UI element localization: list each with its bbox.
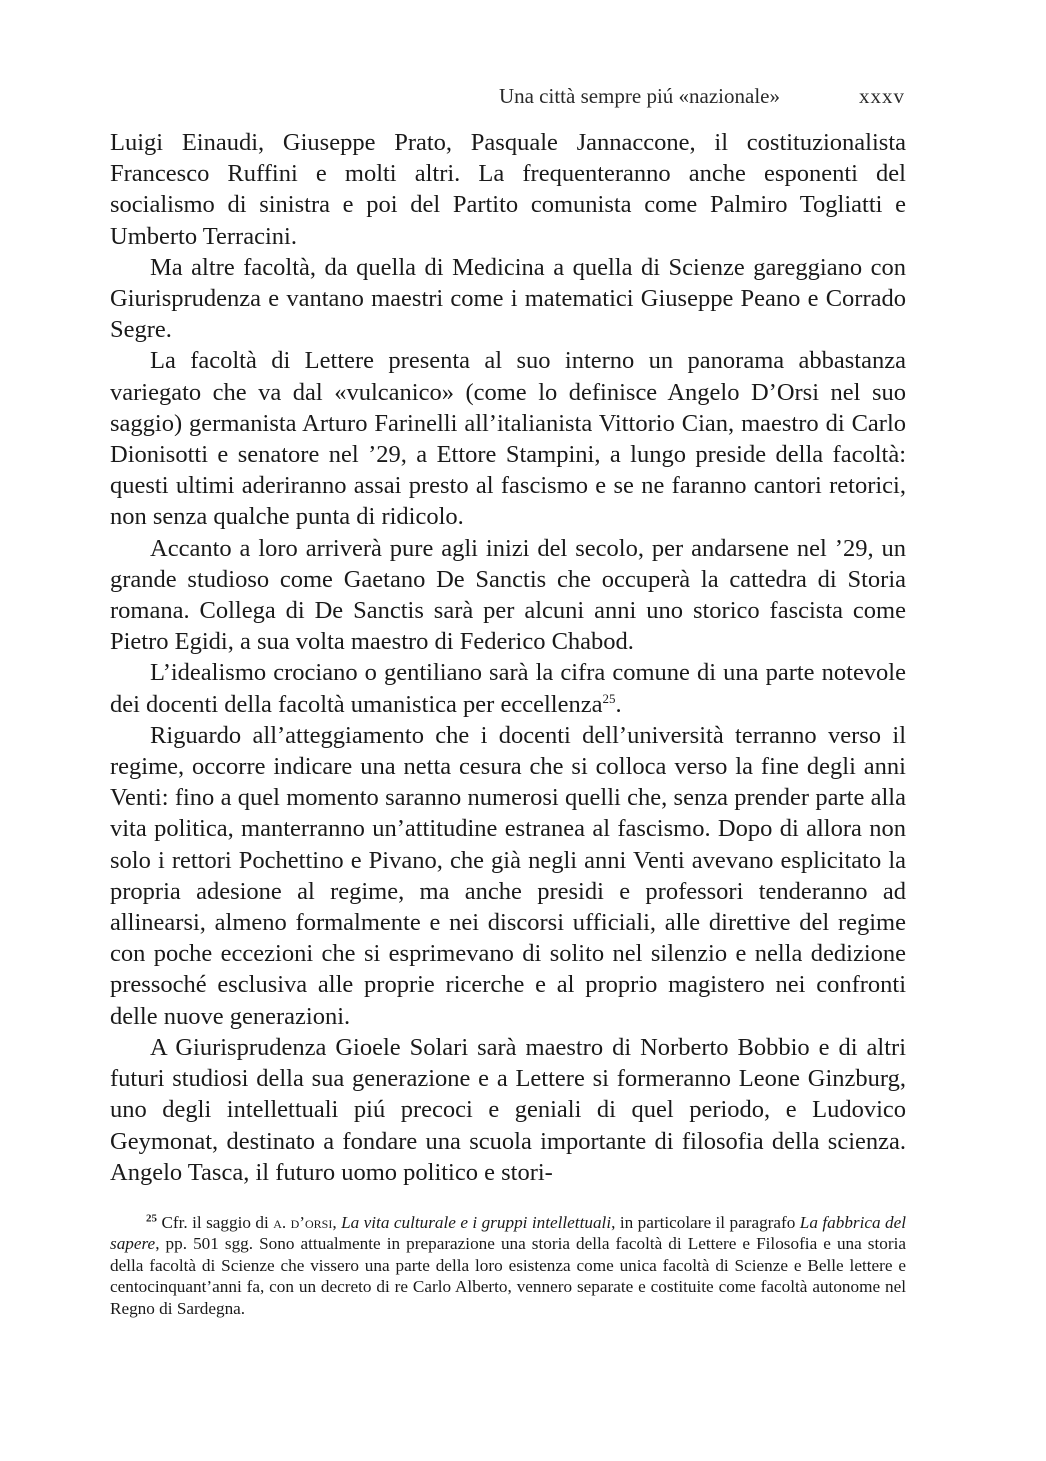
footnote-text: $^{25}$ Cfr. il saggio di a. d’orsi, La vita culturale e i gruppi intellettuali, in particolare il paragrafo La fabbrica del sapere, pp. 501 sgg. Sono attualmente in preparazione una storia della facoltà di Lettere e Filosofia e una storia della facoltà di Scienze che vissero una parte della loro esistenza come unica facoltà di Scienze e Belle lettere e centocinquant’anni fa, con un decreto di re Carlo Alberto, vennero separate e costituite come facoltà autonome nel Regno di Sardegna. [110, 1212, 907, 1318]
paragraph-with-note [110, 657, 906, 719]
footnote-title: La vita culturale e i gruppi intellettuali [341, 1213, 612, 1232]
paragraph: Accanto a loro arriverà pure agli inizi del secolo, per andarsene nel ’29, un grande studioso come Gaetano De Sanctis che occuperà la cattedra di Storia romana. Collega di De Sanctis sarà per alcuni anni uno storico fascista come Pietro Egidi, a sua volta maestro di Federico Chabod. [110, 534, 906, 656]
paragraph: Luigi Einaudi, Giuseppe Prato, Pasquale Jannaccone, il costituzionalista Francesco Ruffini e molti altri. La frequenteranno anche esponenti del socialismo di sinistra e poi del Partito comunista come Palmiro Togliatti e Umberto Terracini. [110, 129, 906, 250]
footnote-mid: , in particolare il paragrafo [611, 1213, 796, 1232]
footnote [110, 1212, 906, 1319]
footnote-number: 25 [146, 1212, 157, 1225]
footnote-author: a. d’orsi [273, 1213, 333, 1232]
page-number: xxxv [859, 84, 905, 108]
main-text [110, 127, 906, 1188]
paragraph: Ma altre facoltà, da quella di Medicina a quella di Scienze gareggiano con Giurisprudenza e vantano maestri come i matematici Giuseppe Peano e Corrado Segre. [110, 253, 906, 344]
paragraph: Riguardo all’atteggiamento che i docenti dell’università terranno verso il regime, occorre indicare una netta cesura che si colloca verso la fine degli anni Venti: fino a quel momento saranno numerosi quelli che, senza prender parte alla vita politica, manterranno un’attitudine estranea al fascismo. Dopo di allora non solo i rettori Pochettino e Pivano, che già negli anni Venti avevano esplicitato la propria adesione al regime, ma anche presidi e professori tenderanno ad allinearsi, almeno formalmente e nei discorsi ufficiali, alle direttive del regime con poche eccezioni che si esprimevano di solito nel silenzio e nella dedizione pressoché esclusiva alle proprie ricerche e al proprio magistero nei confronti delle nuove generazioni. [110, 721, 906, 1030]
paragraph: La facoltà di Lettere presenta al suo interno un panorama abbastanza variegato che va dal «vulcanico» (come lo definisce Angelo D’Orsi nel suo saggio) germanista Arturo Farinelli all’italianista Vittorio Cian, maestro di Carlo Dionisotti e senatore nel ’29, a Ettore Stampini, a lungo preside della facoltà: questi ultimi aderiranno assai presto al fascismo e se ne faranno cantori retorici, non senza qualche punta di ridicolo. [110, 347, 906, 531]
paragraph-text: L’idealismo crociano o gentiliano sarà la cifra comune di una parte notevole dei docenti della facoltà umanistica per eccellenza [110, 659, 906, 718]
footnote-lead: Cfr. il saggio di [161, 1213, 269, 1232]
footnote-subtitle: La fabbrica del sapere [110, 1213, 907, 1254]
paragraph-end: . [615, 690, 622, 718]
footnote-rest: , pp. 501 sgg. Sono attualmente in preparazione una storia della facoltà di Lettere e Filosofia e una storia della facoltà di Scienze che vissero una parte della loro esistenza come unica facoltà di Scienze e Belle lettere e centocinquant’anni fa, con un decreto di re Carlo Alberto, vennero separate e costituite come facoltà autonome nel Regno di Sardegna. [110, 1234, 906, 1318]
running-header [110, 84, 905, 114]
footnote-reference[interactable]: 25 [602, 690, 616, 706]
paragraph: A Giurisprudenza Gioele Solari sarà maestro di Norberto Bobbio e di altri futuri studiosi della sua generazione e a Lettere si formeranno Leone Ginzburg, uno degli intellettuali piú precoci e geniali di quel periodo, e Ludovico Geymonat, destinato a fondare una scuola importante di filosofia della scienza. Angelo Tasca, il futuro uomo politico e stori- [110, 1033, 906, 1186]
running-title: Una città sempre piú «nazionale» [498, 84, 780, 108]
